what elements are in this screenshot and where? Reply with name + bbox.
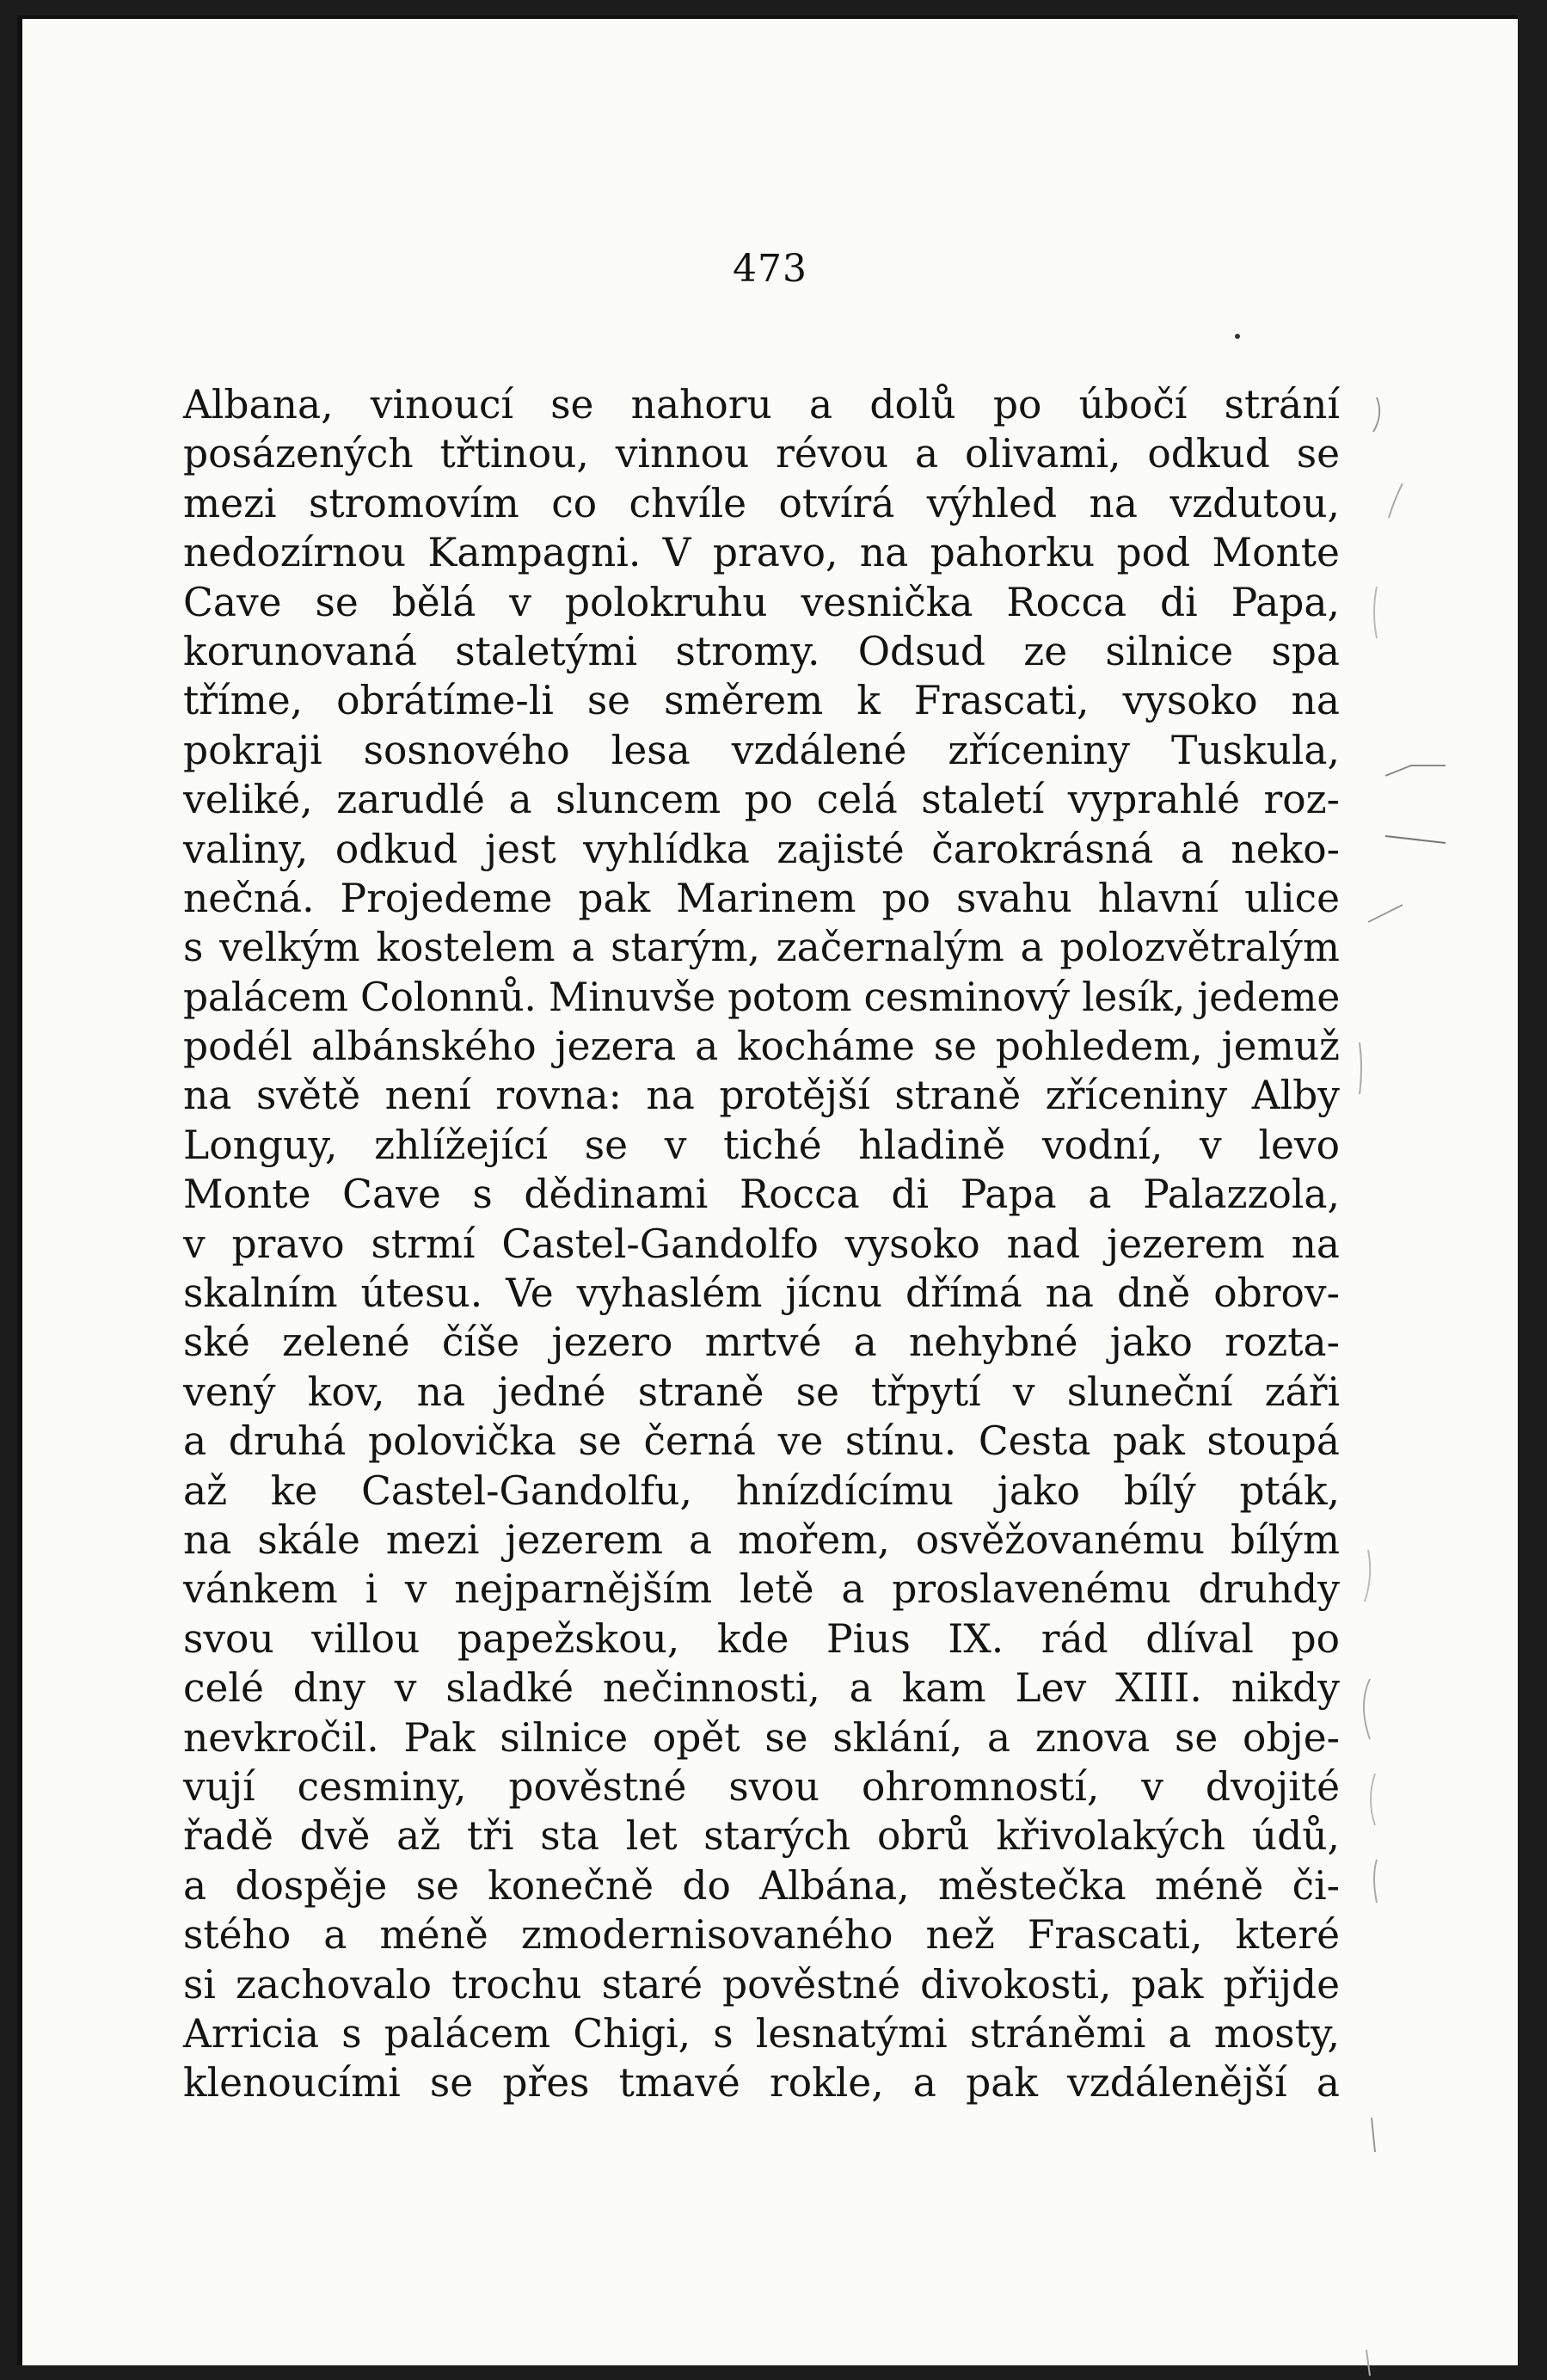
- text-line: ské zelené číše jezero mrtvé a nehybné jako rozta-: [183, 1319, 1340, 1366]
- text-line: řadě dvě až tři sta let starých obrů křivolakých údů,: [183, 1813, 1340, 1860]
- text-line: Arricia s palácem Chigi, s lesnatými stráněmi a mosty,: [183, 2010, 1340, 2057]
- text-line: podél albánského jezera a kocháme se pohledem, jemuž: [183, 1024, 1340, 1070]
- text-line: s velkým kostelem a starým, začernalým a polozvětralým: [183, 925, 1340, 971]
- text-line: a dospěje se konečně do Albána, městečka méně či-: [183, 1862, 1340, 1909]
- page-number: 473: [733, 247, 807, 291]
- text-line: na světě není rovna: na protější straně zříceniny Alby: [183, 1073, 1340, 1119]
- text-line: Monte Cave s dědinami Rocca di Papa a Palazzola,: [183, 1172, 1340, 1218]
- text-line: v pravo strmí Castel-Gandolfo vysoko nad jezerem na: [183, 1221, 1340, 1267]
- text-line: vený kov, na jedné straně se třpytí v sluneční záři: [183, 1368, 1340, 1415]
- text-line: nevkročil. Pak silnice opět se sklání, a znova se obje-: [183, 1714, 1340, 1761]
- text-line: veliké, zarudlé a sluncem po celá staletí vyprahlé roz-: [183, 777, 1340, 823]
- text-line: palácem Colonnů. Minuvše potom cesminový lesík, jedeme: [183, 974, 1341, 1020]
- text-line: skalním útesu. Ve vyhaslém jícnu dřímá na dně obrov-: [183, 1270, 1340, 1317]
- text-line: stého a méně zmodernisovaného než Frascati, které: [183, 1912, 1340, 1959]
- text-line: nečná. Projedeme pak Marinem po svahu hlavní ulice: [183, 875, 1340, 921]
- book-page: [17, 15, 1518, 2365]
- body-text: [183, 380, 1340, 2108]
- text-line: vují cesminy, pověstné svou ohromností, v dvojité: [183, 1763, 1340, 1810]
- text-line: korunovaná staletými stromy. Odsud ze silnice spa: [183, 628, 1340, 674]
- text-line: klenoucími se přes tmavé rokle, a pak vzdálenější a: [183, 2060, 1340, 2106]
- text-line: na skále mezi jezerem a mořem, osvěžovanému bílým: [183, 1516, 1340, 1563]
- print-speck: [1235, 334, 1240, 339]
- text-line: valiny, odkud jest vyhlídka zajisté čarokrásná a neko-: [183, 826, 1340, 872]
- margin-show-through: [1351, 380, 1454, 2380]
- text-line: posázených třtinou, vinnou révou a olivami, odkud se: [183, 431, 1340, 477]
- text-line: si zachovalo trochu staré pověstné divokosti, pak přijde: [183, 1961, 1340, 2008]
- text-line: pokraji sosnového lesa vzdálené zříceniny Tuskula,: [183, 727, 1340, 773]
- text-line: Cave se bělá v polokruhu vesnička Rocca di Papa,: [183, 579, 1340, 625]
- text-line: až ke Castel-Gandolfu, hnízdícímu jako bílý pták,: [183, 1467, 1340, 1514]
- text-line: vánkem i v nejparnějším letě a proslavenému druhdy: [183, 1566, 1340, 1613]
- text-line: mezi stromovím co chvíle otvírá výhled na vzdutou,: [183, 480, 1340, 526]
- text-line: Longuy, zhlížející se v tiché hladině vodní, v levo: [183, 1122, 1340, 1168]
- text-line: Albana, vinoucí se nahoru a dolů po úbočí strání: [183, 382, 1340, 427]
- text-line: celé dny v sladké nečinnosti, a kam Lev XIII. nikdy: [183, 1665, 1340, 1712]
- text-line: a druhá polovička se černá ve stínu. Cesta pak stoupá: [183, 1418, 1340, 1465]
- text-line: svou villou papežskou, kde Pius IX. rád dlíval po: [183, 1615, 1340, 1662]
- text-line: tříme, obrátíme-li se směrem k Frascati, vysoko na: [183, 678, 1340, 724]
- text-line: nedozírnou Kampagni. V pravo, na pahorku pod Monte: [183, 530, 1340, 576]
